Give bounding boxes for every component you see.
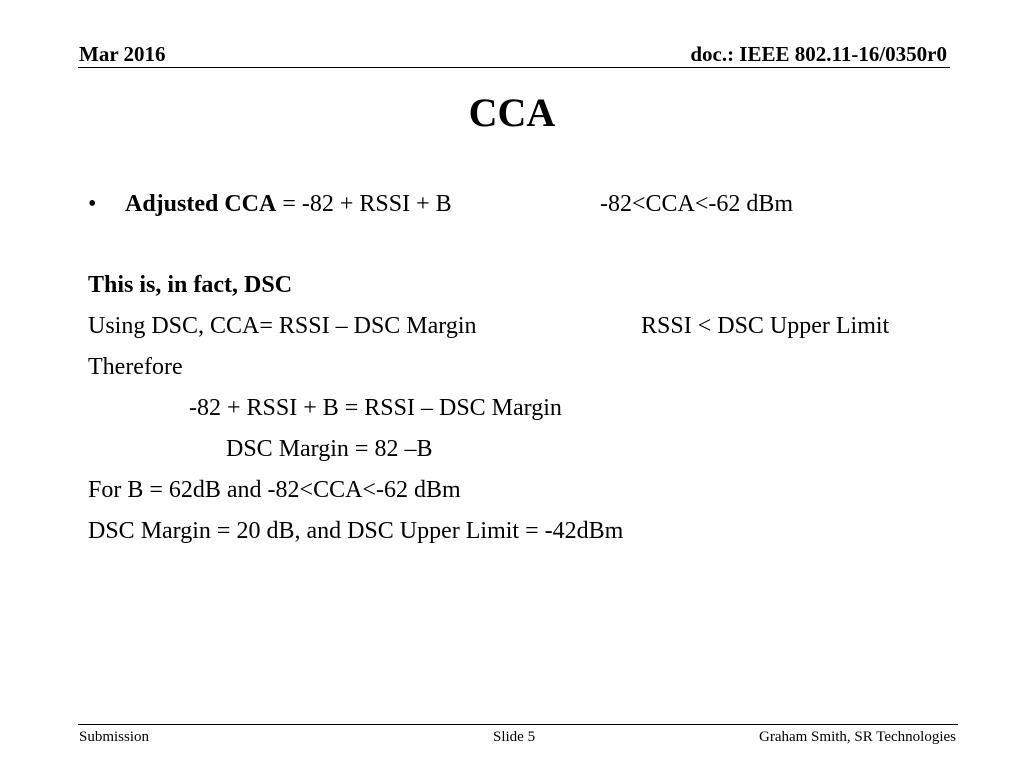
conclusion-line: DSC Margin = 20 dB, and DSC Upper Limit = -42dBm [88, 518, 624, 544]
using-dsc-line: Using DSC, CCA= RSSI – DSC Margin [88, 313, 477, 339]
cca-range: -82<CCA<-62 dBm [600, 191, 794, 217]
header-divider [78, 67, 950, 68]
therefore-line: Therefore [88, 354, 183, 380]
dsc-heading: This is, in fact, DSC [88, 272, 293, 298]
footer-author: Graham Smith, SR Technologies [759, 729, 956, 745]
adjusted-cca-label: Adjusted CCA [125, 191, 277, 217]
footer-slide-number: Slide 5 [493, 729, 536, 745]
using-dsc-condition: RSSI < DSC Upper Limit [641, 313, 890, 339]
for-b-line: For B = 62dB and -82<CCA<-62 dBm [88, 477, 461, 503]
slide-title: CCA [468, 90, 556, 135]
header-date: Mar 2016 [79, 42, 166, 66]
header-doc-id: doc.: IEEE 802.11-16/0350r0 [690, 42, 947, 66]
equation-line: -82 + RSSI + B = RSSI – DSC Margin [189, 395, 562, 421]
bullet-marker: • [88, 191, 97, 217]
footer-divider [78, 724, 958, 725]
footer-submission: Submission [79, 729, 150, 745]
margin-result-line: DSC Margin = 82 –B [226, 436, 433, 462]
adjusted-cca-formula: = -82 + RSSI + B [276, 191, 452, 217]
bullet-adjusted-cca [125, 190, 452, 218]
